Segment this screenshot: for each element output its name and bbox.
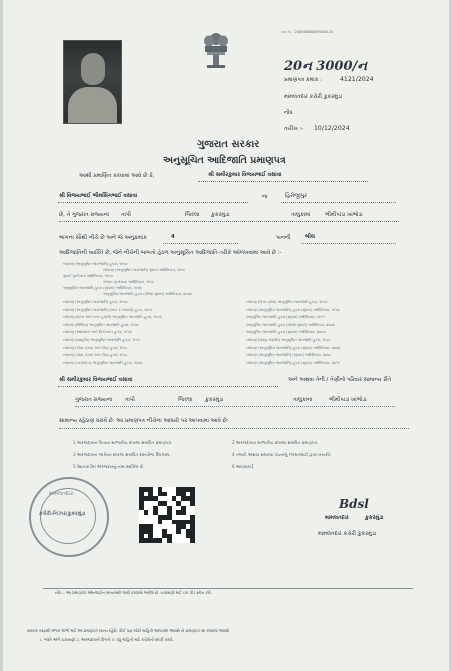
- taluka-label: તાલુકામાં: [291, 212, 311, 218]
- na-label: ના: [262, 194, 268, 200]
- document-item: 4 તલાટી અથવા સમકક્ષ પંચનામું (ગામતલાટી દ્વારા ખાતરી).: [232, 452, 332, 457]
- left-order-item: બંધારણ (અનુસૂચિત જનજાતિ) (ભાગ ક રાજ્યો) હુકમ, ૧૯૫૧: [63, 307, 153, 312]
- pramanpatra-label: પ્રમાણપત્ર ક્રમાંક :: [284, 77, 323, 83]
- left-order-item: બંધારણ (દાદરા અને નગર હવેલી) અનુસૂચિત જનજાતિ હુકમ, ૧૯૬૨: [63, 315, 162, 320]
- verification-qr-code[interactable]: [139, 487, 195, 543]
- certificate-title: અનુસૂચિત આદિજાતિ પ્રમાણપત્ર: [163, 155, 286, 166]
- certificate-page: [3, 0, 449, 671]
- orders-block: [63, 261, 403, 297]
- right-order-item: બંધારણ (ઉત્તર પ્રદેશ) અનુસૂચિત જનજાતિ હુકમ, ૧૯૬૭: [246, 300, 328, 304]
- right-order-item: અનુસૂચિત જનજાતિ હુકમ (બીજો સુધારો) અધિનિયમ, ૨૦૦૨: [246, 322, 335, 327]
- order-line: અનુસૂચિત જનજાતિ હુકમ (બીજો સુધારો) અધિનિયમ, ૨૦૦૨: [103, 292, 192, 296]
- state-label: છે, તે ગુજરાત રાજ્યના: [59, 212, 110, 218]
- tribe-text: આદિજાતિની વ્યક્તિ છે, જેને નીચેની બાબતો હેઠળ અનુસૂચિત આદિજાતિ તરીકે ઓળખવામાં આવે છે :-: [59, 250, 282, 256]
- office-name: મામલતદાર કચેરી કુકરમુંડા: [284, 94, 343, 100]
- schedule-text: ભાગના સૌથી નીચે છે અને જે અનુક્રમાંક: [59, 235, 147, 241]
- applicant-name: શ્રી સમીરકુમાર વિજયભાઈ વસાવા: [208, 172, 282, 178]
- left-order-item: બંધારણ (ગોવા, દમણ અને દીવ) હુકમ, ૧૯૬૮: [63, 353, 128, 358]
- handwritten-signature: Bdsl: [339, 497, 369, 511]
- document-item: 1 અરજદારના પિતાના શાળાકીય દાખલા સંબંધિત પ્રમાણપત્ર.: [73, 440, 173, 445]
- top-serial: ક્રમ નં. : 24005848009004121: [281, 30, 334, 34]
- res-district: કુકરમુંડા: [205, 397, 224, 403]
- father-name: શ્રી વિજયભાઈ ભીમસિંગભાઈ વસાવા: [59, 193, 138, 199]
- left-order-item: બંધારણ (અનુસૂચિત જનજાતિ) હુકમ, ૧૯૫૦: [63, 300, 128, 304]
- office-seal-stamp: [29, 477, 109, 557]
- nondh-label: નોંધ: [284, 110, 293, 116]
- seal-subtext: કચેરી-નિઝર/કુકરમુંડા: [39, 511, 86, 517]
- right-order-item: બંધારણ (અનુસૂચિત જનજાતિ) હુકમ (સુધારા) અધિનિયમ, ૧૯૭૬: [246, 307, 341, 312]
- right-order-item: બંધારણ (અનુસૂચિત જનજાતિ) હુકમ (સુધારા) અધિનિયમ, ૨૦૦૨: [246, 345, 341, 350]
- village-name: હિરોજીપુર: [285, 193, 307, 199]
- footer-note-1: નોંધ :- આ પ્રમાણપત્ર ઓનલાઈન માધ્યમથી જારી કરવામાં આવેલ છે. ચકાસણી માટે QR કોડ સ્કેન કરો.: [55, 590, 212, 595]
- right-order-item: અનુસૂચિત જનજાતિ હુકમ (સુધારા) અધિનિયમ, ૧૯૯૧: [246, 315, 325, 320]
- res-state: તાપી: [125, 397, 135, 403]
- schedule-number: 4: [171, 234, 175, 240]
- res-taluka: ભીમીપાડા ખાંભોડા: [329, 397, 367, 403]
- document-item: 5 રેશનકાર્ડમાં અરજદારનું નામ દર્શાવેલ છે.: [73, 464, 145, 469]
- order-line: મુંબઈ પુનર્રચના અધિનિયમ, ૧૯૬૦: [63, 274, 113, 278]
- right-order-item: અનુસૂચિત જનજાતિ હુકમ (સુધારા) અધિનિયમ, ૨૦૦૩: [246, 330, 326, 335]
- document-item: 2 અરજદારના શાળાકીય દાખલા સંબંધિત પ્રમાણપત્ર.: [232, 440, 319, 445]
- resident-name: શ્રી સમીરકુમાર વિજયભાઈ વસાવા: [59, 377, 133, 383]
- order-line: અનુસૂચિત જનજાતિ હુકમ (સુધારા) અધિનિયમ, ૧૯૭૬: [63, 286, 143, 290]
- left-order-item: બંધારણ (ગોવા, દમણ અને દીવ) હુકમ, ૧૯૬૮: [63, 345, 128, 350]
- right-order-item: બંધારણ (જમ્મુ કાશ્મીર) અનુસૂચિત જનજાતિ હુકમ, ૧૯૮૯: [246, 337, 331, 342]
- left-order-item: બંધારણ (નાગાલેન્ડ) અનુસૂચિત જનજાતિ હુકમ, ૧૯૭૦: [63, 360, 143, 365]
- issue-date: 10/12/2024: [314, 125, 350, 132]
- footer-note-3: 1. જાતિ અંગે ચકાસણી 2. અરજદારની વિગતો 3. વધુ માહિતી માટે કચેરીનો સંપર્ક કરવો.: [39, 637, 174, 642]
- government-title: ગુજરાત સરકાર: [197, 139, 260, 150]
- left-order-item: બંધારણ (આંદામાન અને નિકોબાર) હુકમ, ૧૯૫૯: [63, 330, 133, 335]
- res-district-label: જિલ્લા: [178, 397, 193, 403]
- right-order-item: બંધારણ (અનુસૂચિત જનજાતિ) (સુધારા) અધિનિયમ, ૨૦૦૮: [246, 353, 332, 358]
- certify-text: આથી પ્રમાણિત કરવામાં આવે છે કે,: [79, 173, 155, 179]
- documents-intro: સામાન્ય રહેઠાણ ધરાવે છે. આ પ્રમાણપત્ર નીચેના આધારો પર આપવામાં આવે છે:: [59, 418, 229, 424]
- seal-text: મામલતદાર: [49, 491, 74, 497]
- handwritten-number: 20ન 3000/ન: [284, 59, 367, 74]
- res-taluka-label: તાલુકાના: [293, 397, 313, 403]
- document-item: 6 આધારકાર્ડ: [232, 464, 254, 469]
- national-emblem-icon: [199, 30, 233, 72]
- order-line: પંજાબ પુનર્રચના અધિનિયમ, ૧૯૬૬: [103, 280, 155, 284]
- date-label: તારીખ :-: [284, 126, 304, 132]
- pramanpatra-number: 4121/2024: [340, 76, 374, 83]
- left-orders-list: [63, 299, 233, 367]
- district-value: કુકરમુંડા: [211, 212, 230, 218]
- left-order-item: બંધારણ (લક્ષદ્વીપ) અનુસૂચિત જનજાતિ હુકમ, ૧૯૫૧: [63, 337, 140, 342]
- applicant-photo: [63, 40, 122, 124]
- district-label: જિલ્લા: [185, 212, 200, 218]
- right-orders-list: [246, 299, 411, 367]
- resident-text: અને અથવા તેની / તેણીનો પરિવાર સામાન્ય રીતે: [288, 377, 392, 383]
- tribe-name: ભીલ: [305, 234, 315, 240]
- right-order-item: બંધારણ (અનુસૂચિત જનજાતિ) હુકમ (સુધારા) અધિનિયમ, ૨૦૧૧: [246, 360, 340, 365]
- footer-note-2: સરકાર તરફથી મળતા લાભો માટે આ પ્રમાણપત્ર માન્ય રહેશે. કોઈ પણ ખોટી માહિતી આપવામાં આવશે તો પ્રમાણપત્ર રદ કરવામાં આવશે.: [27, 628, 231, 633]
- state-value: તાપી: [121, 212, 131, 218]
- res-state-label: ગુજરાત રાજ્યના: [75, 397, 113, 403]
- order-line: બંધારણ (અનુસૂચિત જનજાતિ) સુધારા અધિનિયમ, ૧૯૫૬: [103, 268, 186, 272]
- page-label: પાનની: [276, 235, 291, 241]
- taluka-value: ભીમીપાડા ખાંભોડા: [325, 212, 363, 218]
- officer-designation: મામલતદાર કચેરી કુકરમુંડા: [318, 531, 377, 537]
- order-line: બંધારણ (અનુસૂચિત જનજાતિ) હુકમ, ૧૯૫૦: [63, 262, 128, 266]
- left-order-item: બંધારણ (સિક્કિમ) અનુસૂચિત જનજાતિ હુકમ, ૧૯૭૮: [63, 322, 139, 327]
- officer-office: કુકરમુંડા: [365, 515, 384, 521]
- officer-title: મામલતદાર: [325, 515, 349, 521]
- document-item: 3 અરજદારના જાતિના દાખલા સંબંધિત દસ્તાવેજ ઉપલબ્ધ.: [73, 452, 171, 457]
